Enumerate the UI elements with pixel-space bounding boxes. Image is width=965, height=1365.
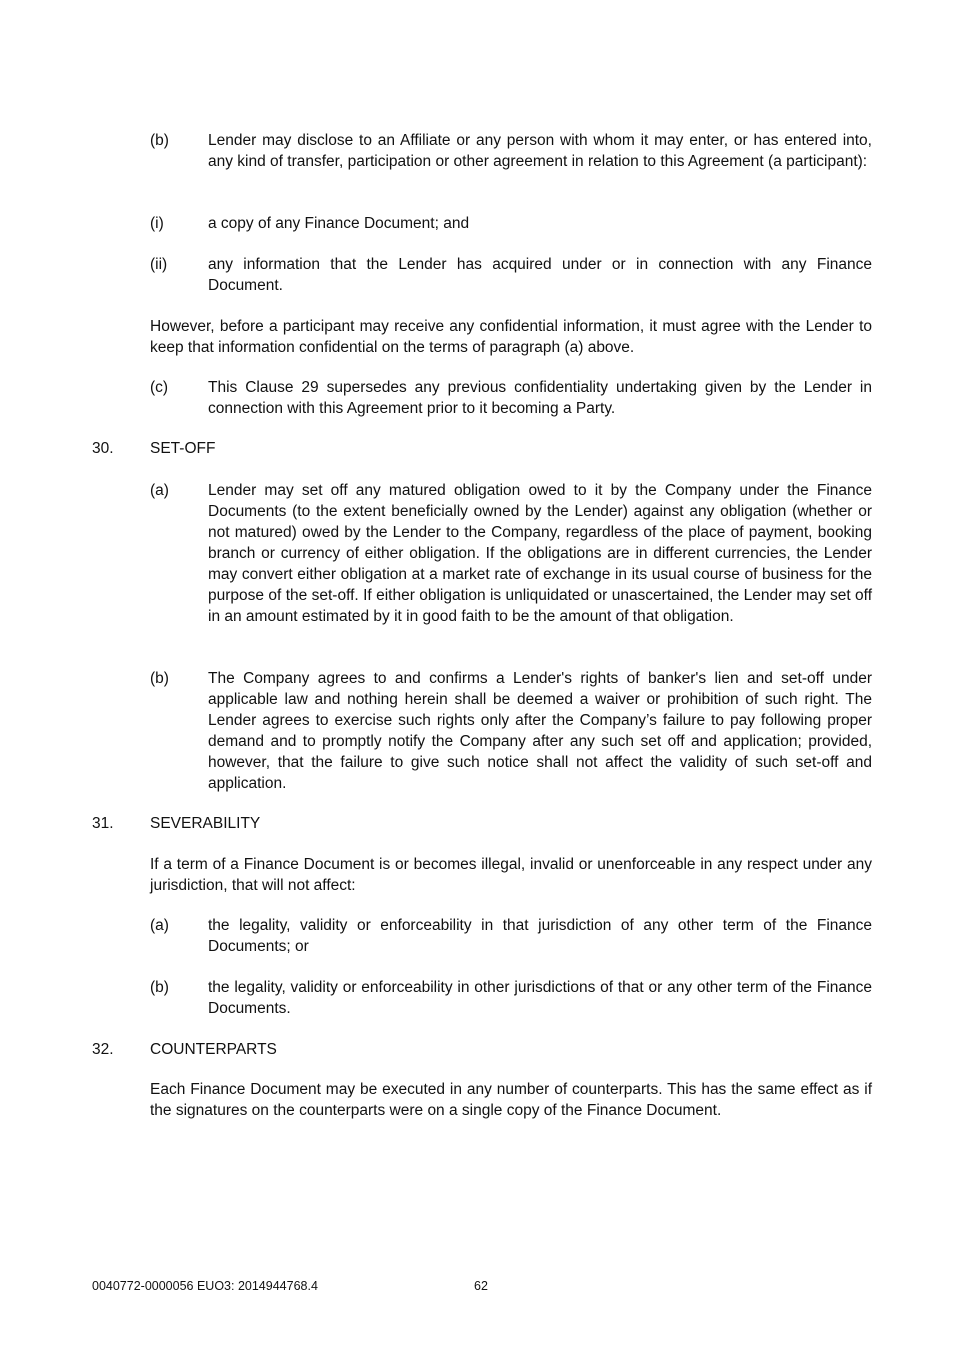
item-label: (a) [150,917,169,934]
clause-heading: SET-OFF [150,440,216,457]
item-label: (ii) [150,256,168,273]
clause-number: 31. [92,815,114,832]
paragraph: However, before a participant may receive any confidential information, it must agree with the Lender to keep that information confidential on the terms of paragraph (a) above. [150,318,872,356]
paragraph: the legality, validity or enforceability in other jurisdictions of that or any other term of the Finance Documents. [208,979,872,1017]
clause-heading: COUNTERPARTS [150,1041,277,1058]
paragraph: This Clause 29 supersedes any previous confidentiality undertaking given by the Lender in connection with this Agreement prior to it becoming a Party. [208,379,872,417]
paragraph: Lender may disclose to an Affiliate or any person with whom it may enter, or has entered into, any kind of transfer, participation or other agreement in relation to this Agreement (a participant): [208,132,872,170]
item-label: (b) [150,979,169,996]
item-label: (c) [150,379,169,396]
paragraph: a copy of any Finance Document; and [208,215,470,232]
paragraph: Lender may set off any matured obligation owed to it by the Company under the Finance Documents (to the extent beneficially owned by the Lender) against any obligation (whether or not matured) owed by the Lender to the Company, regardless of the place of payment, booking branch or currency of either obligation. If the obligations are in different currencies, the Lender may convert either obligation at a market rate of exchange in its usual course of business for the purpose of the set-off. If either obligation is unliquidated or unascertained, the Lender may set off in an amount estimated by it in good faith to be the amount of that obligation. [208,482,872,625]
paragraph: The Company agrees to and confirms a Lender's rights of banker's lien and set-off under applicable law and nothing herein shall be deemed a waiver or prohibition of such right. The Lender agrees to exercise such rights only after the Company’s failure to pay following proper demand and to promptly notify the Company after any such set off and application; provided, however, that the failure to give such notice shall not affect the validity of such set-off and application. [208,670,872,792]
clause-number: 32. [92,1041,114,1058]
clause-number: 30. [92,440,114,457]
item-label: (i) [150,215,164,232]
paragraph: the legality, validity or enforceability in that jurisdiction of any other term of the Finance Documents; or [208,917,872,955]
item-label: (b) [150,132,169,149]
page-number: 62 [474,1279,488,1293]
paragraph: If a term of a Finance Document is or becomes illegal, invalid or unenforceable in any respect under any jurisdiction, that will not affect: [150,856,872,894]
paragraph: any information that the Lender has acquired under or in connection with any Finance Document. [208,256,872,294]
clause-heading: SEVERABILITY [150,815,261,832]
item-label: (a) [150,482,169,499]
paragraph: Each Finance Document may be executed in any number of counterparts. This has the same effect as if the signatures on the counterparts were on a single copy of the Finance Document. [150,1081,872,1119]
footer-doc-ref: 0040772-0000056 EUO3: 2014944768.4 [92,1279,318,1293]
item-label: (b) [150,670,169,687]
